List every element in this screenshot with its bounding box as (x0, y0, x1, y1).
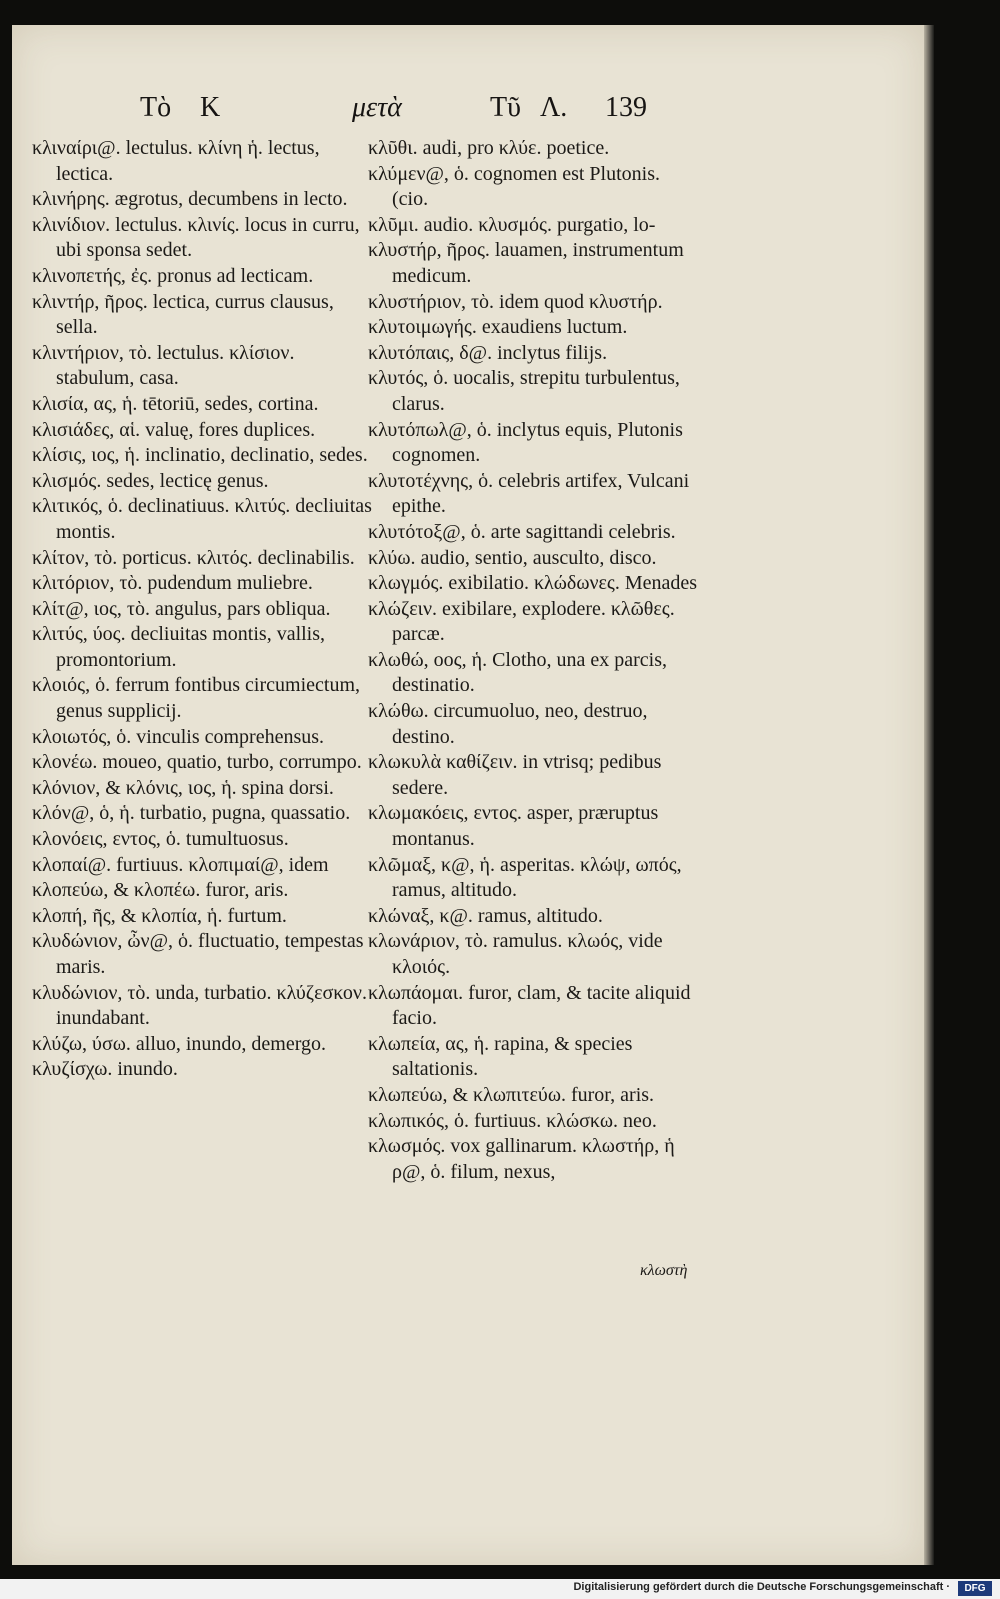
dictionary-entry: κλυτοιμωγής. exaudiens luctum. (368, 316, 628, 339)
dictionary-entry: κλισιάδες, αἱ. valuę, fores duplices. (32, 418, 316, 441)
dictionary-entry: κλυτόπαις, δ@. inclytus filijs. (368, 341, 608, 364)
dictionary-entry: κλινοπετής, ἐς. pronus ad lecticam. (32, 264, 314, 287)
dfg-logo: DFG (958, 1581, 992, 1596)
footer-credit: Digitalisierung gefördert durch die Deutsche Forschungsgemeinschaft · (573, 1581, 950, 1593)
dictionary-entry: κλιτύς, ύος. decliuitas montis, vallis, promontorium. (32, 623, 326, 671)
footer-bar (0, 1579, 1000, 1599)
running-head-middle: μετὰ (352, 92, 402, 123)
dictionary-entry: κλωθώ, οος, ἡ. Clotho, una ex parcis, destinatio. (368, 648, 668, 697)
dictionary-entry: κλύω. audio, sentio, ausculto, disco. (368, 546, 657, 569)
dictionary-entry: κλιντήρ, ῆρος. lectica, currus clausus, sella. (32, 290, 334, 339)
dictionary-entry: κλῶμαξ, κ@, ἡ. asperitas. κλώψ, ωπός, ramus, altitudo. (368, 853, 682, 902)
dictionary-entry: κλώναξ, κ@. ramus, altitudo. (368, 904, 603, 927)
dictionary-entry: κλωπεία, ας, ἡ. rapina, & species saltationis. (368, 1032, 633, 1081)
dictionary-entry: κλωπεύω, & κλωπιτεύω. furor, aris. (368, 1083, 655, 1106)
dictionary-entry: κλονόεις, εντος, ὁ. tumultuosus. (32, 828, 289, 851)
dictionary-entry: κλίσις, ιος, ἡ. inclinatio, declinatio, sedes. (32, 444, 368, 467)
dictionary-entry: κλῦμι. audio. κλυσμός. purgatio, lo- (368, 213, 656, 236)
dictionary-entry: κλωπάομαι. furor, clam, & tacite aliquid facio. (368, 981, 691, 1030)
dictionary-entry: κλυτότοξ@, ὁ. arte sagittandi celebris. (368, 520, 676, 543)
dictionary-entry: κλιντήριον, τὸ. lectulus. κλίσιον. stabulum, casa. (32, 341, 295, 390)
dictionary-entry: κλυδώνιον, τὸ. unda, turbatio. κλύζεσκον. inundabant. (32, 981, 367, 1030)
dictionary-entry: κλισμός. sedes, lecticę genus. (32, 469, 269, 492)
running-head-right-letter: Λ. (540, 92, 568, 123)
page-number: 139 (605, 92, 647, 123)
dictionary-entry: κλοπή, ῆς, & κλοπία, ἡ. furtum. (32, 904, 287, 927)
dictionary-entry: κλόνιον, & κλόνις, ιος, ἡ. spina dorsi. (32, 776, 334, 799)
dictionary-entry: κλωγμός. exibilatio. κλώδωνες. Menades (368, 572, 698, 595)
dictionary-entry: κλόν@, ὁ, ἡ. turbatio, pugna, quassatio. (32, 802, 351, 825)
running-head (40, 92, 900, 132)
left-column (32, 136, 372, 1083)
dictionary-entry: κλονέω. moueo, quatio, turbo, corrumpo. (32, 751, 362, 774)
right-column (368, 136, 698, 1185)
dictionary-entry: κλυδώνιον, ὦν@, ὁ. fluctuatio, tempestas maris. (32, 930, 364, 978)
running-head-left: Τὸ (140, 92, 172, 123)
dictionary-entry: κλωσμός. vox gallinarum. κλωστήρ, ἡ ρ@, ὁ. filum, nexus, (368, 1135, 675, 1183)
dictionary-entry: κλωκυλὰ καθίζειν. in vtrisq; pedibus sedere. (368, 751, 662, 799)
dictionary-entry: κλοπεύω, & κλοπέω. furor, aris. (32, 879, 289, 902)
dictionary-entry: κλίτον, τὸ. porticus. κλιτός. declinabilis. (32, 546, 355, 569)
dictionary-entry: κλυτός, ὁ. uocalis, strepitu turbulentus, clarus. (368, 367, 680, 415)
dictionary-entry: κλυζίσχω. inundo. (32, 1058, 178, 1081)
dictionary-entry: κλισία, ας, ἡ. tētoriū, sedes, cortina. (32, 392, 319, 415)
dictionary-entry: κλύμεν@, ὁ. cognomen est Plutonis. (cio. (368, 162, 661, 211)
dictionary-entry: κλιτικός, ὁ. declinatiuus. κλιτύς. decliuitas montis. (32, 495, 372, 543)
dictionary-entry: κλοιός, ὁ. ferrum fontibus circumiectum, genus supplicij. (32, 674, 360, 723)
dictionary-entry: κλώθω. circumuoluo, neo, destruo, destino. (368, 700, 648, 748)
dictionary-entry: κλυτοτέχνης, ὁ. celebris artifex, Vulcani epithe. (368, 469, 690, 518)
page-edge (924, 25, 934, 1565)
dictionary-entry: κλῦθι. audi, pro κλύε. poetice. (368, 137, 610, 159)
dictionary-entry: κλίτ@, ιος, τὸ. angulus, pars obliqua. (32, 597, 331, 620)
dictionary-entry: κλοιωτός, ὁ. vinculis comprehensus. (32, 725, 325, 748)
dictionary-entry: κλυστήρ, ῆρος. lauamen, instrumentum medicum. (368, 239, 684, 287)
dictionary-entry: κλινίδιον. lectulus. κλινίς. locus in curru, ubi sponsa sedet. (32, 213, 360, 262)
dictionary-entry: κλωμακόεις, εντος. asper, præruptus montanus. (368, 802, 659, 851)
dictionary-entry: κλιτόριον, τὸ. pudendum muliebre. (32, 572, 313, 595)
dictionary-entry: κλυτόπωλ@, ὁ. inclytus equis, Plutonis cognomen. (368, 418, 683, 467)
dictionary-entry: κλυστήριον, τὸ. idem quod κλυστήρ. (368, 290, 663, 313)
dictionary-entry: κλιναίρι@. lectulus. κλίνη ἡ. lectus, lectica. (32, 137, 320, 185)
dictionary-entry: κλωπικός, ὁ. furtiuus. κλώσκω. neo. (368, 1109, 657, 1132)
dictionary-entry: κλύζω, ύσω. alluo, inundo, demergo. (32, 1032, 327, 1055)
dictionary-entry: κλωνάριον, τὸ. ramulus. κλωός, vide κλοιός. (368, 930, 663, 978)
running-head-right: Τῦ (490, 92, 521, 123)
dictionary-entry: κλινήρης. ægrotus, decumbens in lecto. (32, 188, 348, 211)
dictionary-entry: κλώζειν. exibilare, explodere. κλῶθες. parcæ. (368, 597, 675, 646)
catchword: κλωστὴ (640, 1262, 688, 1279)
running-head-left-letter: K (200, 92, 221, 123)
dictionary-entry: κλοπαί@. furtiuus. κλοπιμαί@, idem (32, 853, 329, 876)
